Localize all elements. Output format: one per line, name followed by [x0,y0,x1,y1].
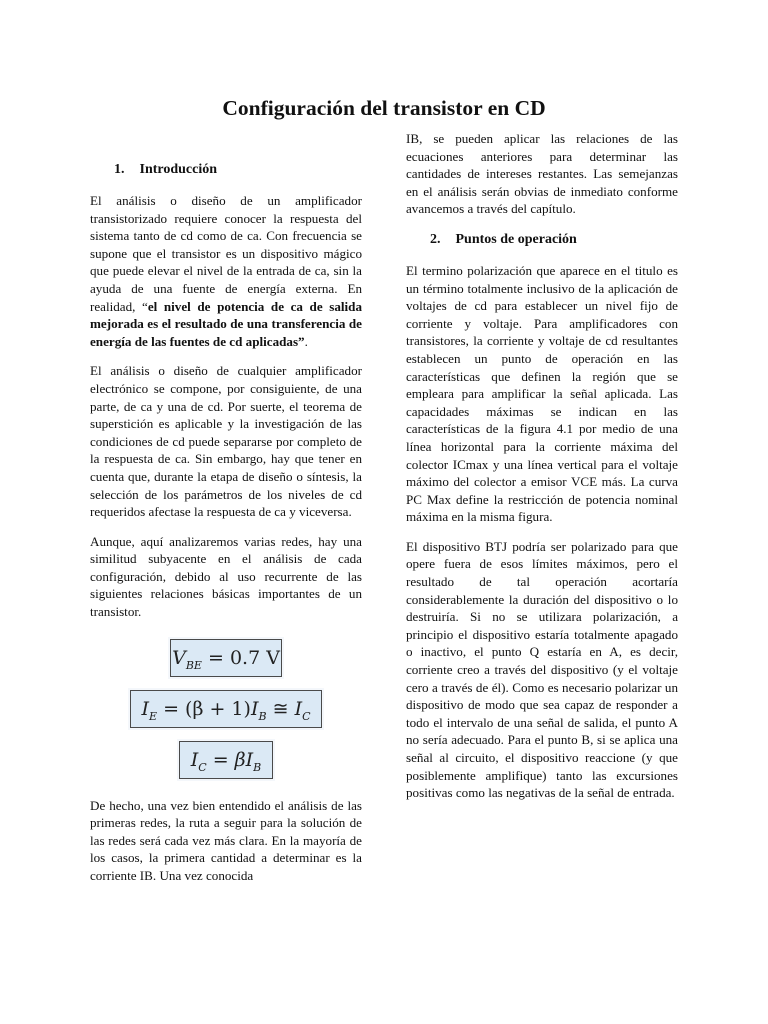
section-number: 2. [430,231,441,247]
paragraph-continued: IB, se pueden aplicar las relaciones de las ecuaciones anteriores para determinar las cantidades de intereses restantes. Las semejanzas en el análisis serán obvias de inmediato conforme avancemos a través del capítulo. [406,131,678,217]
eq-var: I [250,697,259,720]
bold-quote: el nivel de potencia de ca de salida mejorada es el resultado de una transferencia de energía de las fuentes de cd aplicadas” [90,298,362,349]
section-number: 1. [114,162,125,177]
equation-ie [130,690,322,728]
paragraph-intro-1 [90,192,362,350]
paragraph-operacion-1: El termino polarización que aparece en el titulo es un término totalmente inclusivo de la aplicación de voltajes de cd para establecer un nivel fijo de corriente y voltaje. Para amplificadores con transistores, la corriente y voltaje de cd resultantes establecen un punto de operación en las características que definen la región que se empleara para amplificar la señal aplicada. Las capacidades máximas se indican en las características de la figura 4.1 por medio de una línea horizontal para la corriente máxima del colector ICmax y una línea vertical para el voltaje máximo del colector a emisor VCE más. La curva PC Max define la restricción de potencia nominal máxima en la misma figura. [406,262,678,525]
right-column [406,130,678,814]
eq-approx: ≅ [272,697,289,720]
paragraph-text: El análisis o diseño de un amplificador transistorizado requiere conocer la respuesta del sistema tanto de cd como de ca. Con frecuencia se supone que el transistor es un dispositivo mágico que puede elevar el nivel de la entrada de ca, sin la ayuda de una fuente de energía externa. En realidad, “ [90,193,362,314]
section-heading-puntos-operacion [406,230,678,250]
paragraph-intro-2: El análisis o diseño de cualquier amplificador electrónico se compone, por consiguiente, de una parte, de ca y una de cd. Por suerte, el teorema de superstición es aplicable y la investigación de las condiciones de cd puede separarse por completo de la respuesta de ca. Sin embargo, hay que tener en cuenta que, durante la etapa de diseño o síntesis, la selección de los parámetros de los niveles de cd requeridos afectase la respuesta de ca y viceversa. [90,363,362,520]
eq-var: I [294,697,303,720]
eq-sub: B [253,760,262,774]
section-title: Puntos de operación [455,231,577,247]
document-title: Configuración del transistor en CD [222,96,546,120]
eq-rhs: = 0.7 V [207,646,280,669]
paragraph-intro-4: De hecho, una vez bien entendido el análisis de las primeras redes, la ruta a seguir para la solución de las redes será cada vez más clara. En la mayoría de los casos, la primera cantidad a determinar es la corriente IB. Una vez conocida [90,797,362,884]
section-heading-introduccion [90,160,362,180]
eq-var: V [172,646,186,669]
paragraph-intro-3: Aunque, aquí analizaremos varias redes, hay una similitud subyacente en el análisis de cada configuración, debido al uso recurrente de las siguientes relaciones básicas importantes de un transistor. [90,533,362,620]
eq-sub: C [198,760,207,774]
equation-ic [179,741,273,779]
left-column [90,160,362,897]
eq-mid: = (β + 1) [163,697,251,720]
eq-sub: E [149,709,158,723]
equation-vbe [170,639,282,677]
eq-equals: = [212,748,229,771]
section-title: Introducción [139,162,218,177]
eq-var: βI [234,748,254,771]
eq-sub: B [258,709,267,723]
eq-var: I [141,697,149,720]
eq-var: I [190,748,199,771]
paragraph-operacion-2: El dispositivo BTJ podría ser polarizado para que opere fuera de esos límites máximos, pero el resultado de tal operación acortaría considerablemente la duración del dispositivo o lo destruiría. Si no se utilizara polarización, a principio el dispositivo estaría totalmente apagado o inactivo, el punto Q estaría en A, es decir, corriente creo a través del dispositivo (y el voltaje cero a través de él). Como es necesario polarizar un dispositivo de modo que sea capaz de responder a todo el intervalo de una señal de salida, el punto A no sería adecuado. Para el punto B, si se aplica una señal al circuito, el dispositivo reaccione (y que posiblemente amplifique) tanto las excursiones positivas como las negativas de la señal de entrada. [406,538,678,801]
paragraph-text: . [304,333,308,349]
eq-sub: BE [185,658,202,672]
eq-sub: C [302,709,311,723]
